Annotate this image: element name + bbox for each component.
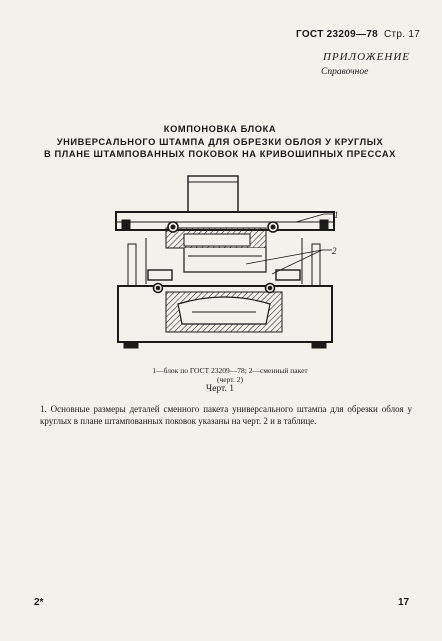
page-number-label: Стр. 17 <box>384 29 421 40</box>
figure-label: Черт. 1 <box>206 384 234 394</box>
caption-line-2: (черт. 2) <box>217 375 243 384</box>
appendix-title: ПРИЛОЖЕНИЕ <box>323 51 410 63</box>
footer-sheet-mark: 2* <box>34 597 44 608</box>
caption-line-1: 1—блок по ГОСТ 23209—78; 2—сменный пакет <box>152 366 308 375</box>
figure-caption <box>110 366 350 384</box>
callout-2: 2 <box>332 246 337 256</box>
title-line-1: КОМПОНОВКА БЛОКА <box>163 124 277 134</box>
appendix-subtitle: Справочное <box>321 67 369 77</box>
page-header <box>296 29 420 40</box>
title-line-3: В ПЛАНЕ ШТАМПОВАННЫХ ПОКОВОК НА КРИВОШИПНЫХ ПРЕССАХ <box>44 149 396 159</box>
callout-1: 1 <box>334 210 339 220</box>
body-paragraph: 1. Основные размеры деталей сменного пакета универсального штампа для обрезки облоя у круглых в плане штампованных поковок указаны на черт. 2 и в таблице. <box>40 404 412 426</box>
standard-number: ГОСТ 23209—78 <box>296 29 379 40</box>
title-line-2: УНИВЕРСАЛЬНОГО ШТАМПА ДЛЯ ОБРЕЗКИ ОБЛОЯ У КРУГЛЫХ <box>56 136 384 147</box>
die-block-drawing <box>96 172 352 362</box>
footer-page-number: 17 <box>398 597 410 608</box>
document-title <box>20 123 420 161</box>
